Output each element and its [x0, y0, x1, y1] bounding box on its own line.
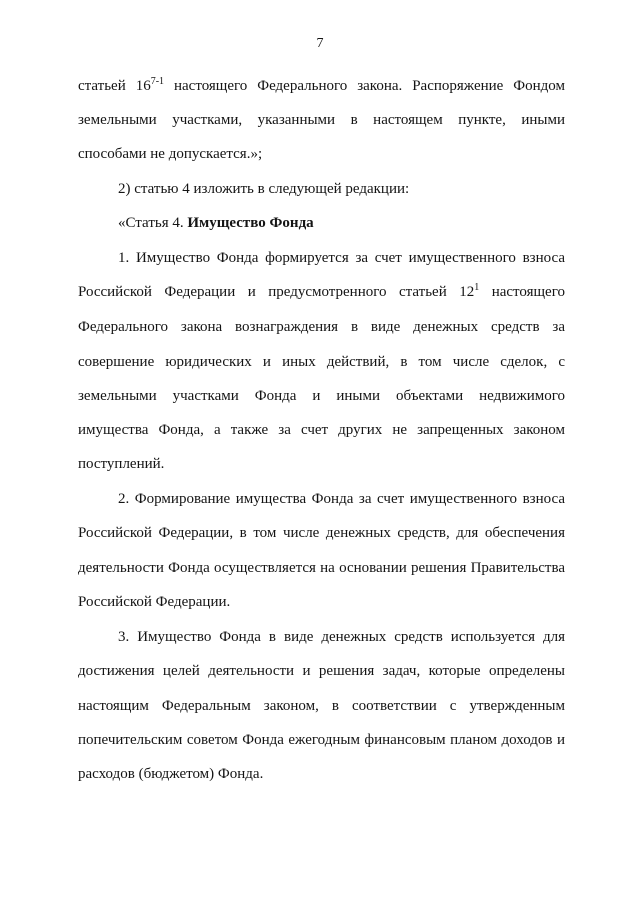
paragraph-line: настоящим Федеральным законом, в соответствии с утвержденным [78, 698, 565, 714]
paragraph-line: поступлений. [78, 456, 165, 472]
paragraph-line: совершение юридических и иных действий, в том числе сделок, с [78, 354, 565, 370]
paragraph-line: расходов (бюджетом) Фонда. [78, 766, 264, 782]
paragraph-line: земельными участками Фонда и иными объектами недвижимого [78, 388, 565, 404]
article-heading: «Статья 4. Имущество Фонда [118, 215, 314, 231]
paragraph-line: деятельности Фонда осуществляется на основании решения Правительства [78, 560, 565, 576]
article-title: Имущество Фонда [187, 215, 314, 231]
page-number: 7 [316, 36, 324, 51]
paragraph-line: 1. Имущество Фонда формируется за счет имущественного взноса [118, 250, 565, 266]
paragraph-line: 2. Формирование имущества Фонда за счет имущественного взноса [118, 491, 565, 507]
paragraph-line: способами не допускается.»; [78, 146, 263, 162]
superscript: 7-1 [150, 76, 165, 87]
paragraph-line: Российской Федерации, в том числе денежных средств, для обеспечения [78, 525, 565, 541]
paragraph-line: 2) статью 4 изложить в следующей редакции: [118, 181, 410, 197]
paragraph-line: достижения целей деятельности и решения задач, которые определены [78, 663, 565, 679]
paragraph-line: земельными участками, указанными в настоящем пункте, иными [78, 112, 565, 128]
superscript: 1 [474, 282, 480, 293]
paragraph-line: попечительским советом Фонда ежегодным финансовым планом доходов и [78, 732, 565, 748]
paragraph-line: Федерального закона вознаграждения в виде денежных средств за [78, 319, 565, 335]
paragraph-line: 3. Имущество Фонда в виде денежных средств используется для [118, 629, 565, 645]
paragraph-line: Российской Федерации. [78, 594, 231, 610]
paragraph-line: Российской Федерации и предусмотренного статьей $12^1$ настоящего [78, 282, 565, 300]
paragraph-line: имущества Фонда, а также за счет других не запрещенных законом [78, 422, 565, 438]
paragraph-line: статьей 16$^{7-1}$ настоящего Федерального закона. Распоряжение Фондом [78, 76, 565, 94]
